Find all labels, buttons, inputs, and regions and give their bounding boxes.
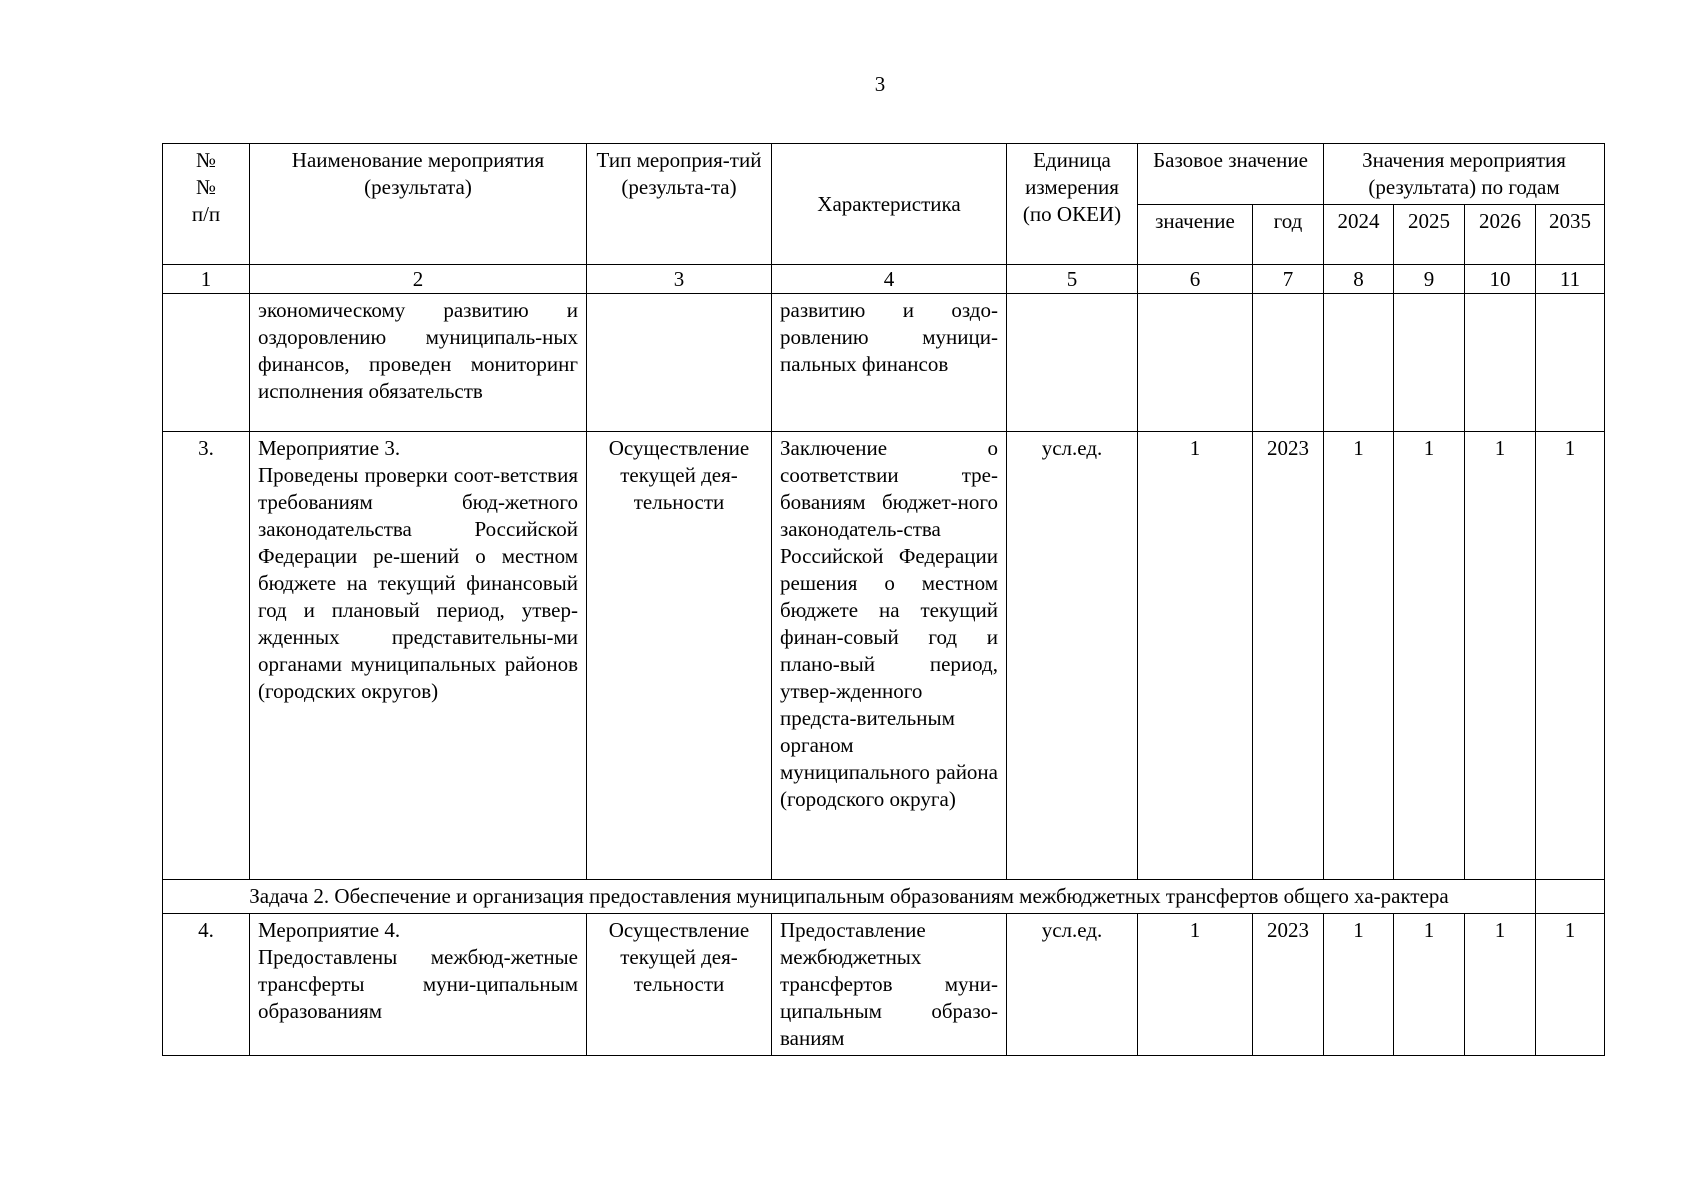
column-number: 10 <box>1465 265 1536 294</box>
row-2025: 1 <box>1394 432 1465 880</box>
column-number: 6 <box>1138 265 1253 294</box>
header-base: Базовое значение <box>1138 144 1324 205</box>
task-row <box>163 880 1605 914</box>
row-2025: 1 <box>1394 914 1465 1056</box>
table-row <box>163 914 1605 1056</box>
page-number: 3 <box>874 72 886 96</box>
row-type <box>587 294 772 432</box>
row-base-value <box>1138 294 1253 432</box>
row-type: Осуществление текущей дея-тельности <box>587 432 772 880</box>
row-base-year: 2023 <box>1253 432 1324 880</box>
header-base-value: значение <box>1138 205 1253 265</box>
column-number: 8 <box>1324 265 1394 294</box>
row-2024: 1 <box>1324 432 1394 880</box>
row-name-cell <box>250 914 587 1056</box>
header-year-2024: 2024 <box>1324 205 1394 265</box>
row-unit <box>1007 294 1138 432</box>
column-number: 3 <box>587 265 772 294</box>
header-characteristic: Характеристика <box>772 144 1007 265</box>
header-base-year: год <box>1253 205 1324 265</box>
row-type: Осуществление текущей дея-тельности <box>587 914 772 1056</box>
column-number: 11 <box>1536 265 1605 294</box>
table-row <box>163 294 1605 432</box>
row-unit: усл.ед. <box>1007 914 1138 1056</box>
row-base-value: 1 <box>1138 914 1253 1056</box>
row-characteristic: Заключение о соответствии тре-бованиям бюджет-ного законодатель-ства Российской Федерации решения о местном бюджете на текущий финан-совый год и плано-вый период, утвер-жденного предста-вительным органом муниципального района (городского округа) <box>772 432 1007 880</box>
row-name: Предоставлены межбюд-жетные трансферты муни-ципальным образованиям <box>258 945 578 1023</box>
column-number: 1 <box>163 265 250 294</box>
row-2025 <box>1394 294 1465 432</box>
row-2026 <box>1465 294 1536 432</box>
row-2035: 1 <box>1536 914 1605 1056</box>
header-year-2025: 2025 <box>1394 205 1465 265</box>
row-2024: 1 <box>1324 914 1394 1056</box>
header-unit: Единица измерения (по ОКЕИ) <box>1007 144 1138 265</box>
header-values-by-year: Значения мероприятия (результата) по годам <box>1324 144 1605 205</box>
row-num: 4. <box>163 914 250 1056</box>
header-year-2026: 2026 <box>1465 205 1536 265</box>
header-num: № № п/п <box>163 144 250 265</box>
column-number: 7 <box>1253 265 1324 294</box>
task-title: Задача 2. Обеспечение и организация предоставления муниципальным образованиям межбюджетных трансфертов общего ха-рактера <box>163 880 1536 914</box>
row-2026: 1 <box>1465 914 1536 1056</box>
row-name: экономическому развитию и оздоровлению муниципаль-ных финансов, проведен мониторинг исполнения обязательств <box>250 294 587 432</box>
header-type: Тип мероприя-тий (результа-та) <box>587 144 772 265</box>
row-num: 3. <box>163 432 250 880</box>
table-row <box>163 432 1605 880</box>
row-base-year <box>1253 294 1324 432</box>
row-characteristic: Предоставление межбюджетных трансфертов муни-ципальным образо-ваниям <box>772 914 1007 1056</box>
header-year-2035: 2035 <box>1536 205 1605 265</box>
row-2024 <box>1324 294 1394 432</box>
header-row-1 <box>163 144 1605 205</box>
row-2026: 1 <box>1465 432 1536 880</box>
row-2035: 1 <box>1536 432 1605 880</box>
row-name-title: Мероприятие 4. <box>258 918 401 942</box>
column-number-row <box>163 265 1605 294</box>
row-name-cell <box>250 432 587 880</box>
column-number: 2 <box>250 265 587 294</box>
row-name-title: Мероприятие 3. <box>258 436 401 460</box>
row-num <box>163 294 250 432</box>
column-number: 4 <box>772 265 1007 294</box>
row-characteristic: развитию и оздо-ровлению муници-пальных финансов <box>772 294 1007 432</box>
row-unit: усл.ед. <box>1007 432 1138 880</box>
row-base-value: 1 <box>1138 432 1253 880</box>
header-name: Наименование мероприятия (результата) <box>250 144 587 265</box>
task-empty-cell <box>1536 880 1605 914</box>
measures-table <box>162 143 1605 1056</box>
column-number: 9 <box>1394 265 1465 294</box>
row-2035 <box>1536 294 1605 432</box>
row-name: Проведены проверки соот-ветствия требованиям бюд-жетного законодательства Российской Федерации ре-шений о местном бюджете на текущий финансовый год и плановый период, утвер-жденных представительны-ми органами муниципальных районов (городских округов) <box>258 463 578 703</box>
row-base-year: 2023 <box>1253 914 1324 1056</box>
column-number: 5 <box>1007 265 1138 294</box>
